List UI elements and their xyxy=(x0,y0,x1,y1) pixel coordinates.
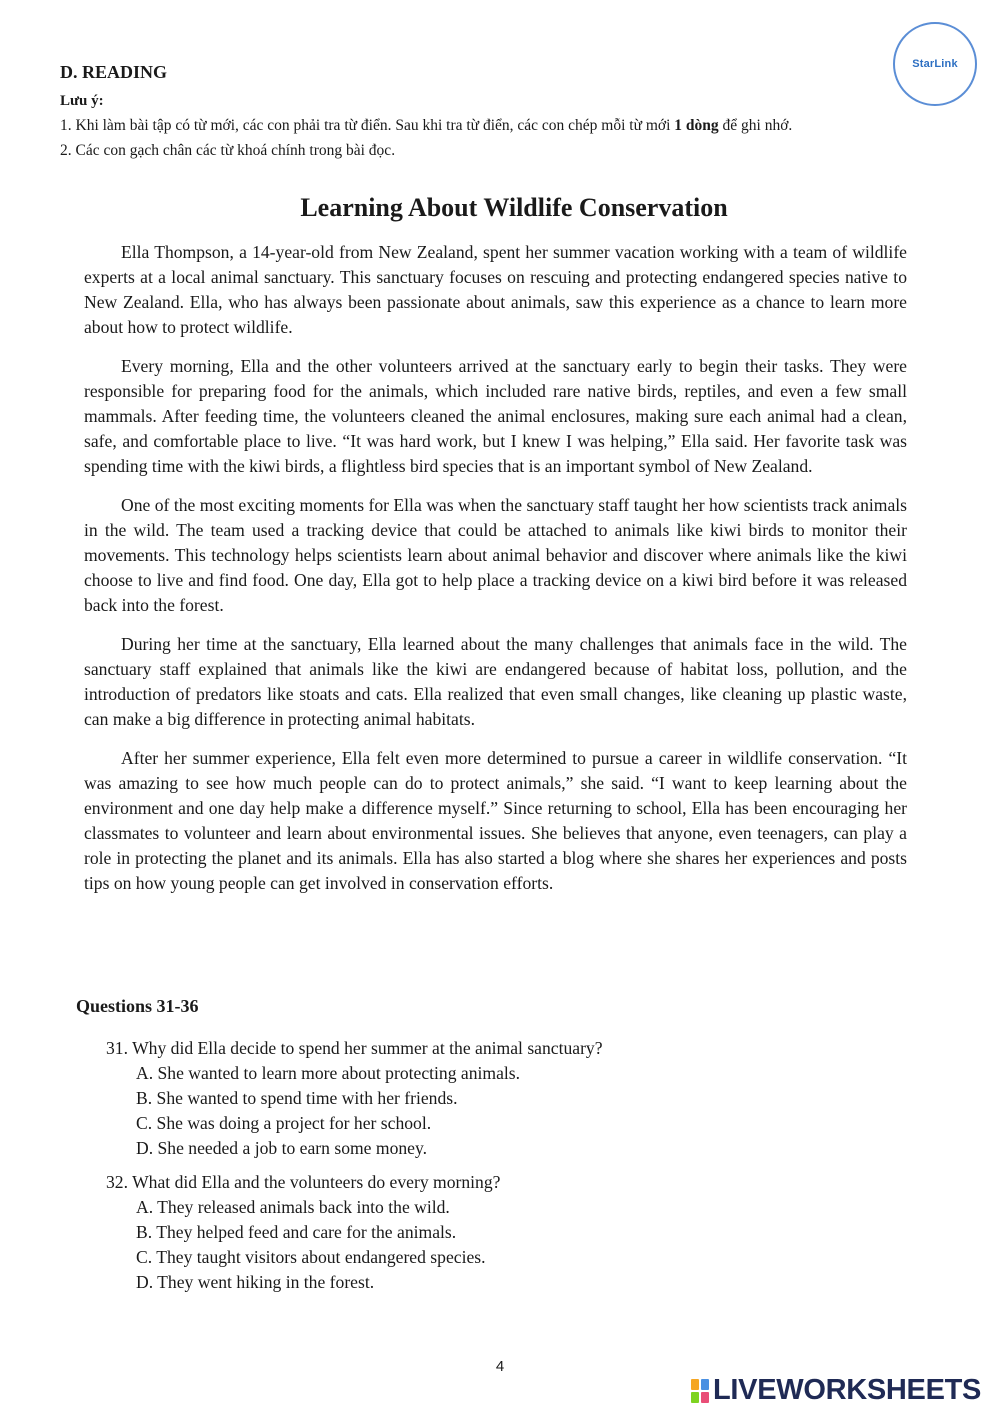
article-paragraph-5: After her summer experience, Ella felt even more determined to pursue a career in wildlife conservation. “It was amazing to see how much people can do to protect animals,” she said. “I want to keep learning about the environment and one day help make a difference myself.” Since returning to school, Ella has been encouraging her classmates to volunteer and learn about environmental issues. She believes that anyone, even teenagers, can play a role in protecting the planet and its animals. Ella has also started a blog where she shares her experiences and posts tips on how young people can get involved in conservation efforts. xyxy=(84,748,907,893)
question-31 xyxy=(106,1036,603,1161)
article-title: Learning About Wildlife Conservation xyxy=(300,193,728,222)
question-31-stem: 31. Why did Ella decide to spend her summer at the animal sanctuary? xyxy=(106,1038,603,1058)
liveworksheets-logo-text: LIVEWORKSHEETS xyxy=(713,1374,982,1406)
note-1-text-before: 1. Khi làm bài tập có từ mới, các con phải tra từ điển. Sau khi tra từ điển, các con chép mỗi từ mới xyxy=(60,117,675,134)
article-paragraph-2: Every morning, Ella and the other volunteers arrived at the sanctuary early to begin their tasks. They were responsible for preparing food for the animals, which included rare native birds, reptiles, and even a few small mammals. After feeding time, the volunteers cleaned the animal enclosures, making sure each animal had a clean, safe, and comfortable place to live. “It was hard work, but I knew I was helping,” Ella said. Her favorite task was spending time with the kiwi birds, a flightless bird species that is an important symbol of New Zealand. xyxy=(84,356,907,476)
question-32 xyxy=(106,1170,500,1295)
question-32-stem: 32. What did Ella and the volunteers do every morning? xyxy=(106,1172,501,1192)
liveworksheets-logo xyxy=(691,1374,981,1407)
question-32-option-a: A. They released animals back into the wild. xyxy=(136,1197,450,1217)
article-paragraph-4: During her time at the sanctuary, Ella learned about the many challenges that animals face in the wild. The sanctuary staff explained that animals like the kiwi are endangered because of habitat loss, pollution, and the introduction of predators like stoats and cats. Ella realized that even small changes, like cleaning up plastic waste, can make a big difference in protecting animal habitats. xyxy=(84,634,907,729)
article-paragraph-3: One of the most exciting moments for Ella was when the sanctuary staff taught her how scientists track animals in the wild. The team used a tracking device that could be attached to animals like kiwi birds to monitor their movements. This technology helps scientists learn about animal behavior and discover where animals like the kiwi choose to live and find food. One day, Ella got to help place a tracking device on a kiwi bird before it was released back into the forest. xyxy=(84,495,907,615)
starlink-logo xyxy=(893,22,977,106)
starlink-logo-text: StarLink xyxy=(912,58,958,70)
question-31-option-a: A. She wanted to learn more about protecting animals. xyxy=(136,1063,521,1083)
logo-tile-4 xyxy=(701,1392,709,1403)
note-1 xyxy=(60,117,792,135)
note-1-text-after: để ghi nhớ. xyxy=(718,117,793,134)
section-title: D. READING xyxy=(60,62,168,82)
note-1-text-bold: 1 dòng xyxy=(674,117,719,134)
questions-heading: Questions 31-36 xyxy=(76,996,199,1016)
question-31-option-b: B. She wanted to spend time with her friends. xyxy=(136,1088,458,1108)
logo-tile-3 xyxy=(691,1392,699,1403)
question-32-option-b: B. They helped feed and care for the animals. xyxy=(136,1222,457,1242)
logo-tile-1 xyxy=(691,1379,699,1390)
question-32-option-d: D. They went hiking in the forest. xyxy=(136,1272,375,1292)
note-label: Lưu ý: xyxy=(60,93,104,109)
page-number: 4 xyxy=(495,1358,505,1375)
logo-tile-2 xyxy=(701,1379,709,1390)
liveworksheets-logo-icon xyxy=(691,1379,709,1403)
article-body xyxy=(84,240,907,910)
question-32-option-c: C. They taught visitors about endangered species. xyxy=(136,1247,486,1267)
article-paragraph-1: Ella Thompson, a 14-year-old from New Zealand, spent her summer vacation working with a team of wildlife experts at a local animal sanctuary. This sanctuary focuses on rescuing and protecting endangered species native to New Zealand. Ella, who has always been passionate about animals, saw this experience as a chance to learn more about how to protect wildlife. xyxy=(84,242,907,337)
note-2: 2. Các con gạch chân các từ khoá chính trong bài đọc. xyxy=(60,142,396,159)
question-31-option-d: D. She needed a job to earn some money. xyxy=(136,1138,428,1158)
question-31-option-c: C. She was doing a project for her school. xyxy=(136,1113,432,1133)
